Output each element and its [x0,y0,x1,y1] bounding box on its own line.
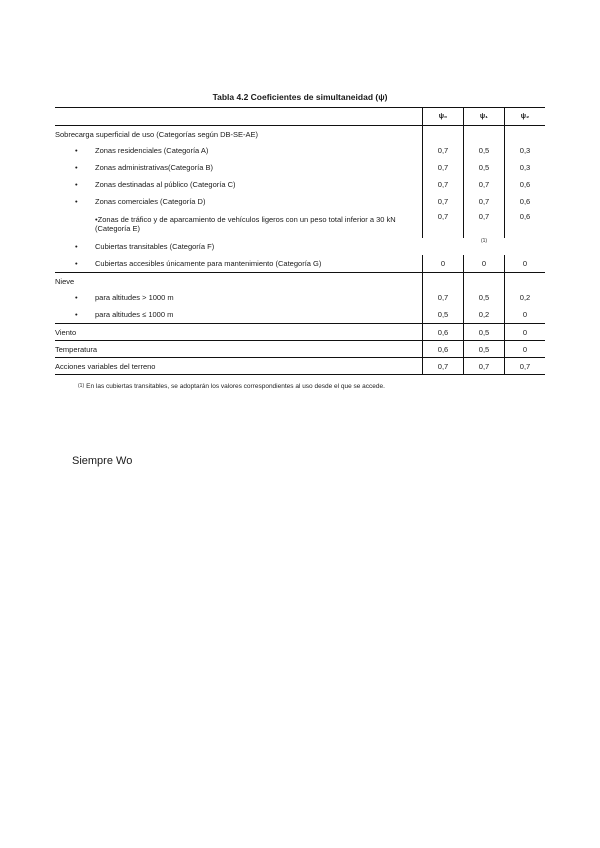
group-label: Nieve [55,276,75,286]
value-psi2: 0,2 [519,293,531,302]
value-psi1: 0,5 [464,324,505,341]
table-row [55,210,545,238]
row-label: Acciones variables del terreno [55,358,423,375]
header-psi2: ψ₂ [505,108,546,126]
table-row [55,255,545,273]
header-psi1: ψ₁ [464,108,505,126]
footnote-text: En las cubiertas transitables, se adoptarán los valores correspondientes al uso desde el que se accede. [86,383,385,390]
row-label: Zonas administrativas(Categoría B) [95,163,213,172]
group-label: Sobrecarga superficial de uso (Categorías según DB-SE-AE) [55,129,259,139]
table-row [55,238,545,255]
bullet-icon: • [75,310,78,319]
value-psi1: 0,5 [464,142,505,159]
table-row-temperatura [55,341,545,358]
value-psi2: 0,6 [519,197,531,206]
simultaneity-coefficients-table [55,107,545,375]
value-psi1: 0,7 [464,358,505,375]
footnote-marker: (1) [78,383,85,389]
table-row [55,142,545,159]
row-label: Zonas comerciales (Categoría D) [95,197,206,206]
row-label: Zonas residenciales (Categoría A) [95,146,209,155]
row-label: Cubiertas transitables (Categoría F) [95,242,215,251]
value-psi0: 0,6 [423,341,464,358]
table-row [55,176,545,193]
value-psi2: 0 [505,324,546,341]
value-psi1: 0,7 [464,193,505,210]
value-psi0: 0 [423,255,464,273]
bullet-icon: • [75,163,78,172]
value-psi0: 0,7 [423,210,464,238]
bullet-icon: • [75,242,78,251]
value-psi0: 0,5 [423,306,464,324]
group-row-nieve [55,273,545,290]
row-label: Zonas de tráfico y de aparcamiento de vehículos ligeros con un peso total inferior a 30 kN (Categoría E) [95,215,396,233]
value-psi0: 0,7 [423,176,464,193]
row-label: Cubiertas accesibles únicamente para mantenimiento (Categoría G) [95,259,322,268]
value-psi0: 0,7 [423,142,464,159]
table-footnote [78,383,385,390]
bullet-icon: • [75,146,78,155]
row-label: para altitudes > 1000 m [95,293,174,302]
note-text: Siempre Wo [72,455,133,467]
bullet-icon: • [75,197,78,206]
value-psi2: 0,3 [519,163,531,172]
value-psi2: 0,7 [505,358,546,375]
value-psi0: 0,7 [423,289,464,306]
row-label: para altitudes ≤ 1000 m [95,310,174,319]
value-psi0: 0,7 [423,358,464,375]
value-psi1: 0,7 [464,176,505,193]
value-psi1: 0,2 [464,306,505,324]
value-psi2: 0,6 [519,212,531,221]
table-row [55,159,545,176]
bullet-icon: • [75,180,78,189]
header-psi0: ψ₀ [423,108,464,126]
value-psi2: 0 [505,255,546,273]
table-row-acciones [55,358,545,375]
table-row [55,289,545,306]
table-title: Tabla 4.2 Coeficientes de simultaneidad (ψ) [212,92,388,102]
row-label: Temperatura [55,341,423,358]
value-psi1: 0,5 [464,341,505,358]
footnote-ref: (1) [480,238,488,244]
value-psi0: 0,7 [423,159,464,176]
value-psi1: 0 [464,255,505,273]
header-empty-cell [55,108,423,126]
table-row-viento [55,324,545,341]
value-psi1: 0,5 [464,159,505,176]
bullet-icon: • [95,215,98,224]
bullet-icon: • [75,293,78,302]
table-header-row [55,108,545,126]
row-label: Viento [55,324,423,341]
row-label: Zonas destinadas al público (Categoría C) [95,180,236,189]
table-row [55,306,545,324]
value-psi2: 0,6 [519,180,531,189]
value-psi1: 0,5 [464,289,505,306]
value-psi0: 0,7 [423,193,464,210]
group-row-sobrecarga [55,126,545,143]
value-psi1: 0,7 [464,210,505,238]
value-psi2: 0 [505,341,546,358]
value-psi2: 0,3 [519,146,531,155]
value-psi0: 0,6 [423,324,464,341]
value-psi2: 0 [505,306,546,324]
table-row [55,193,545,210]
bullet-icon: • [75,259,78,268]
